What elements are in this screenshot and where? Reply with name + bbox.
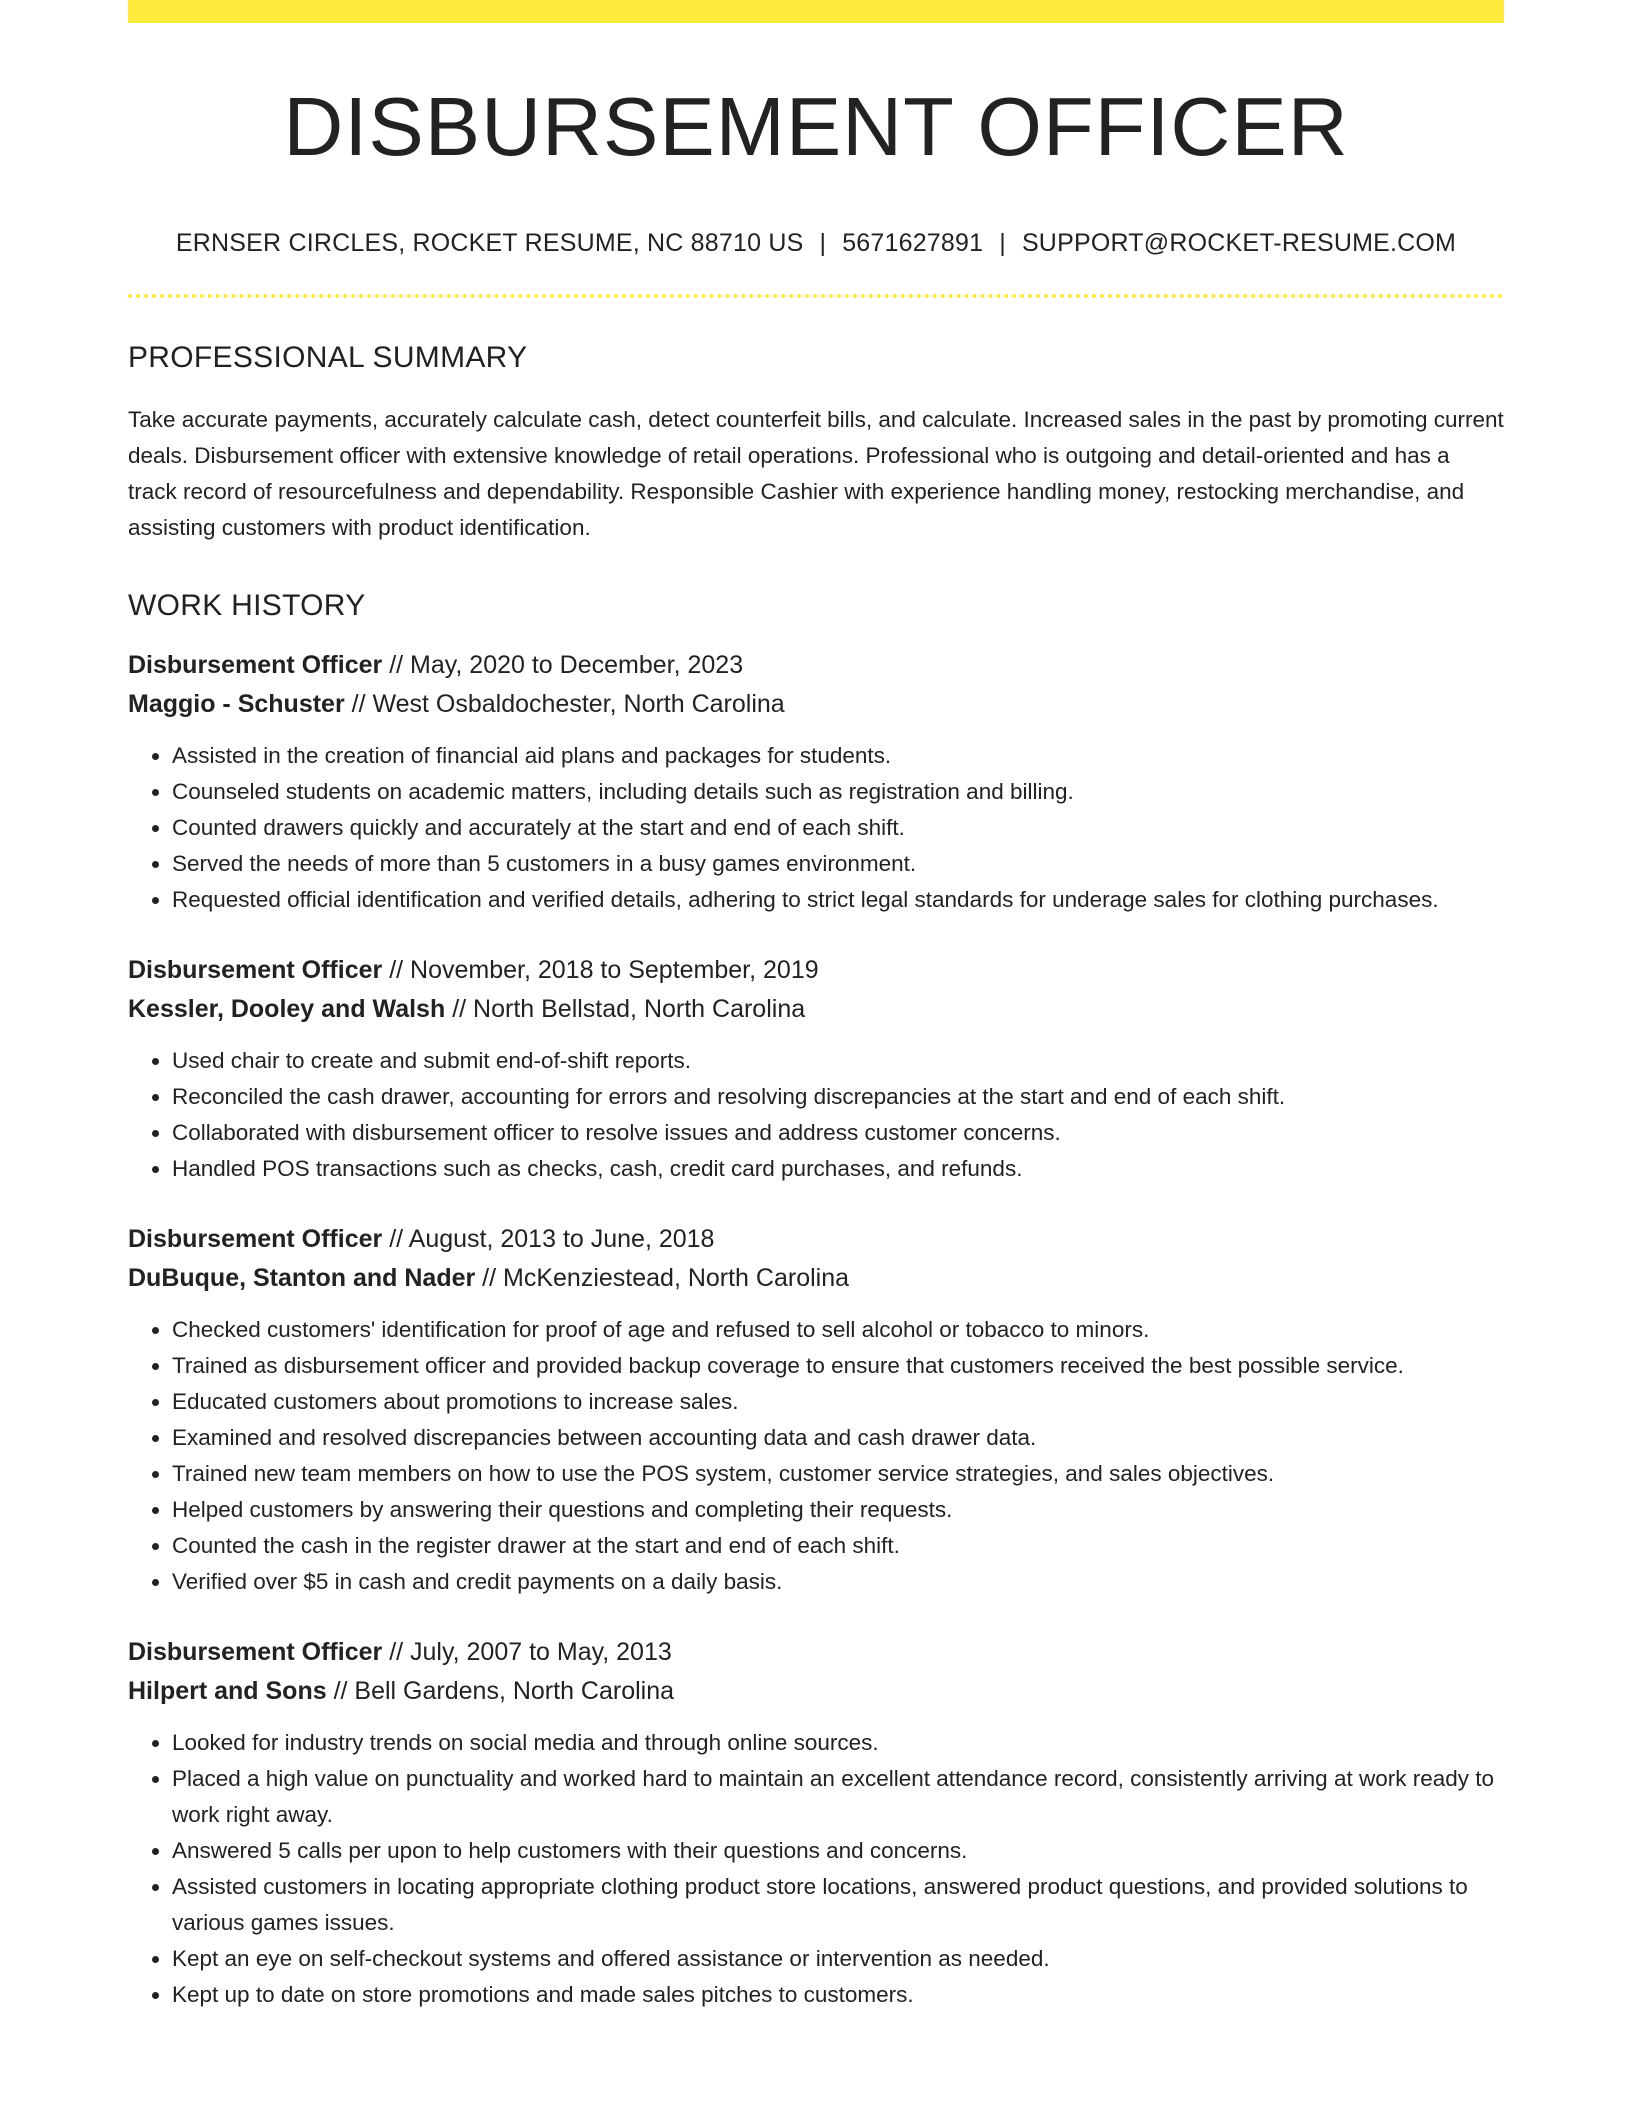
job-company: Hilpert and Sons	[128, 1677, 327, 1705]
summary-heading: PROFESSIONAL SUMMARY	[128, 341, 528, 374]
job-role: Disbursement Officer	[128, 651, 383, 679]
job-company-line	[128, 990, 1504, 1029]
job-role: Disbursement Officer	[128, 1225, 383, 1253]
job-bullets	[128, 738, 1504, 918]
list-item: • Helped customers by answering their questions and completing their requests.	[172, 1492, 1504, 1528]
list-item: • Placed a high value on punctuality and worked hard to maintain an excellent attendance record, consistently arriving at work ready to work right away.	[172, 1761, 1504, 1833]
header-divider	[128, 294, 1504, 298]
top-accent-bar	[128, 0, 1504, 23]
job-role-line	[128, 646, 1504, 685]
job-location: // West Osbaldochester, North Carolina	[344, 690, 785, 718]
work-history-list	[128, 646, 1504, 2013]
job-company-line	[128, 1259, 1504, 1298]
job-entry	[128, 1633, 1504, 2013]
list-item: • Counseled students on academic matters, including details such as registration and billing.	[172, 774, 1504, 810]
list-item: • Answered 5 calls per upon to help customers with their questions and concerns.	[172, 1833, 1504, 1869]
job-bullets	[128, 1312, 1504, 1600]
list-item: • Looked for industry trends on social media and through online sources.	[172, 1725, 1504, 1761]
job-dates: // August, 2013 to June, 2018	[382, 1225, 715, 1253]
job-dates: // November, 2018 to September, 2019	[382, 956, 819, 984]
list-item: • Handled POS transactions such as checks, cash, credit card purchases, and refunds.	[172, 1151, 1504, 1187]
resume-page	[128, 0, 1504, 2013]
list-item: • Trained as disbursement officer and provided backup coverage to ensure that customers received the best possible service.	[172, 1348, 1504, 1384]
job-company: Kessler, Dooley and Walsh	[128, 995, 446, 1023]
list-item: • Requested official identification and verified details, adhering to strict legal standards for underage sales for clothing purchases.	[172, 882, 1504, 918]
job-dates: // July, 2007 to May, 2013	[382, 1638, 672, 1666]
job-role-line	[128, 951, 1504, 990]
job-location: // McKenziestead, North Carolina	[475, 1264, 850, 1292]
contact-separator: |	[819, 229, 827, 257]
summary-text: Take accurate payments, accurately calculate cash, detect counterfeit bills, and calculate. Increased sales in the past by promoting current deals. Disbursement officer with extensive knowledge of retail operations. Professional who is outgoing and detail-oriented and has a track record of resourcefulness and dependability. Responsible Cashier with experience handling money, restocking merchandise, and assisting customers with product identification.	[128, 407, 1504, 540]
job-entry	[128, 951, 1504, 1187]
list-item: • Examined and resolved discrepancies between accounting data and cash drawer data.	[172, 1420, 1504, 1456]
job-role-line	[128, 1633, 1504, 1672]
list-item: • Used chair to create and submit end-of-shift reports.	[172, 1043, 1504, 1079]
job-company: Maggio - Schuster	[128, 690, 345, 718]
job-company-line	[128, 685, 1504, 724]
job-company: DuBuque, Stanton and Nader	[128, 1264, 476, 1292]
list-item: • Assisted in the creation of financial aid plans and packages for students.	[172, 738, 1504, 774]
list-item: • Verified over $5 in cash and credit payments on a daily basis.	[172, 1564, 1504, 1600]
job-entry	[128, 1220, 1504, 1600]
job-location: // North Bellstad, North Carolina	[445, 995, 806, 1023]
list-item: • Reconciled the cash drawer, accounting for errors and resolving discrepancies at the start and end of each shift.	[172, 1079, 1504, 1115]
list-item: • Served the needs of more than 5 customers in a busy games environment.	[172, 846, 1504, 882]
list-item: • Educated customers about promotions to increase sales.	[172, 1384, 1504, 1420]
job-bullets	[128, 1725, 1504, 2013]
candidate-title: DISBURSEMENT OFFICER	[283, 80, 1349, 173]
job-role: Disbursement Officer	[128, 1638, 383, 1666]
list-item: • Trained new team members on how to use the POS system, customer service strategies, and sales objectives.	[172, 1456, 1504, 1492]
list-item: • Counted drawers quickly and accurately at the start and end of each shift.	[172, 810, 1504, 846]
list-item: • Kept up to date on store promotions and made sales pitches to customers.	[172, 1977, 1504, 2013]
contact-separator: |	[999, 229, 1006, 257]
job-role: Disbursement Officer	[128, 956, 383, 984]
contact-line	[128, 228, 1504, 258]
job-location: // Bell Gardens, North Carolina	[326, 1677, 675, 1705]
list-item: • Counted the cash in the register drawer at the start and end of each shift.	[172, 1528, 1504, 1564]
job-company-line	[128, 1672, 1504, 1711]
list-item: • Collaborated with disbursement officer to resolve issues and address customer concerns.	[172, 1115, 1504, 1151]
list-item: • Kept an eye on self-checkout systems and offered assistance or intervention as needed.	[172, 1941, 1504, 1977]
contact-address: ERNSER CIRCLES, ROCKET RESUME, NC 88710 US	[175, 229, 804, 257]
work-history-heading: WORK HISTORY	[128, 589, 366, 622]
job-bullets	[128, 1043, 1504, 1187]
contact-phone: 5671627891	[842, 229, 984, 257]
contact-email: SUPPORT@ROCKET-RESUME.COM	[1021, 229, 1457, 257]
list-item: • Assisted customers in locating appropriate clothing product store locations, answered product questions, and provided solutions to various games issues.	[172, 1869, 1504, 1941]
job-entry	[128, 646, 1504, 918]
list-item: • Checked customers' identification for proof of age and refused to sell alcohol or tobacco to minors.	[172, 1312, 1504, 1348]
job-role-line	[128, 1220, 1504, 1259]
job-dates: // May, 2020 to December, 2023	[382, 651, 744, 679]
